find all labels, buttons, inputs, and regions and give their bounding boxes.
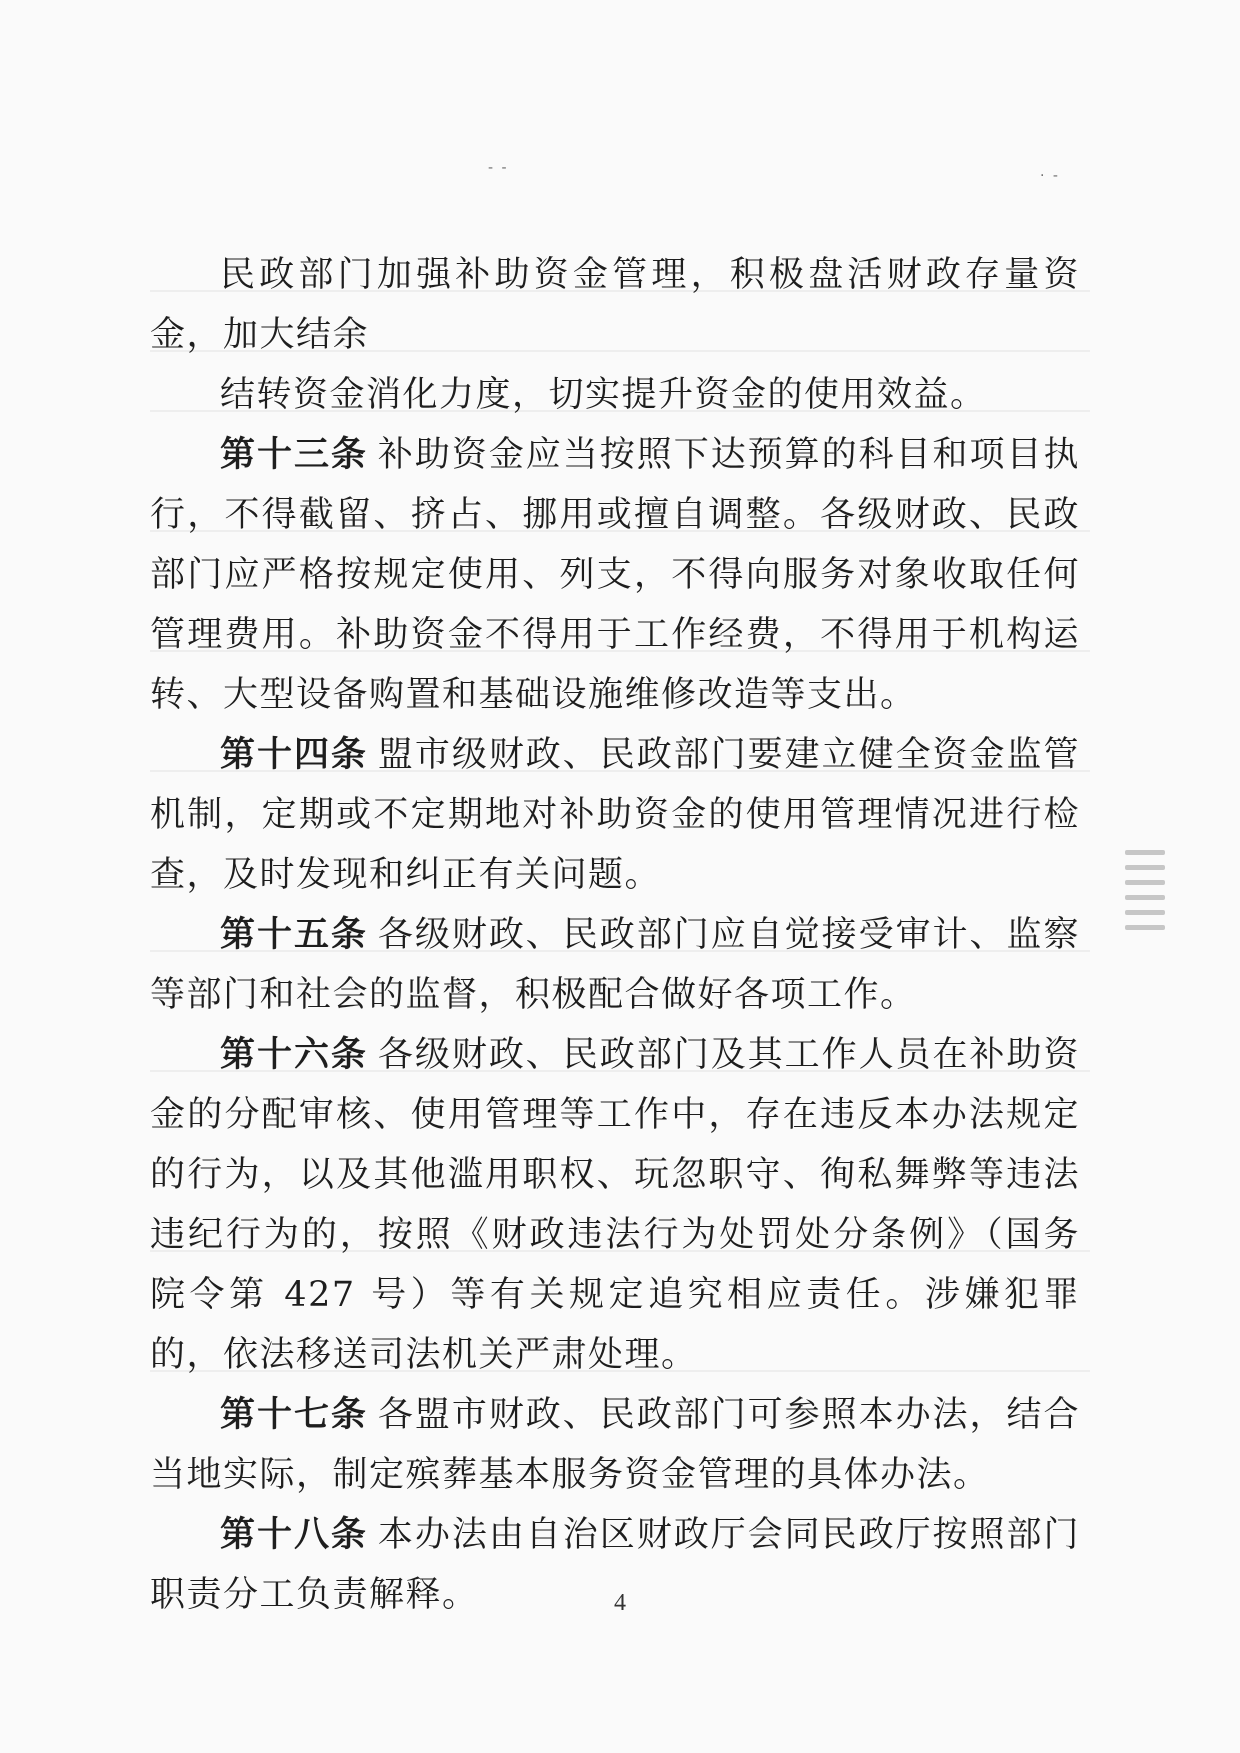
article-text: 补助资金应当按照下达预算的科目和项目执行，不得截留、挤占、挪用或擅自调整。各级财政、民政部门应严格按规定使用、列支，不得向服务对象收取任何管理费用。补助资金不得用于工作经费，不得用于机构运转、大型设备购置和基础设施维修改造等支出。	[150, 435, 1080, 715]
paragraph	[150, 365, 1080, 425]
article-15	[150, 905, 1080, 1025]
article-text: 盟市级财政、民政部门要建立健全资金监管机制，定期或不定期地对补助资金的使用管理情况进行检查，及时发现和纠正有关问题。	[150, 735, 1080, 895]
article-13	[150, 425, 1080, 725]
article-text: 各级财政、民政部门及其工作人员在补助资金的分配审核、使用管理等工作中，存在违反本办法规定的行为，以及其他滥用职权、玩忽职守、徇私舞弊等违法违纪行为的，按照《财政违法行为处罚处分条例》（国务院令第 427 号）等有关规定追究相应责任。涉嫌犯罪的，依法移送司法机关严肃处理。	[150, 1035, 1080, 1375]
article-heading: 第十六条	[220, 1034, 368, 1075]
article-text: 各级财政、民政部门应自觉接受审计、监察等部门和社会的监督，积极配合做好各项工作。	[150, 915, 1080, 1015]
article-17	[150, 1385, 1080, 1505]
article-heading: 第十四条	[220, 734, 368, 775]
article-heading: 第十五条	[220, 914, 368, 955]
article-heading: 第十七条	[220, 1394, 368, 1435]
binding-hole-marks	[1125, 840, 1165, 980]
paragraph-text: 结转资金消化力度，切实提升资金的使用效益。	[220, 375, 987, 415]
article-16	[150, 1025, 1080, 1385]
article-text: 各盟市财政、民政部门可参照本办法，结合当地实际，制定殡葬基本服务资金管理的具体办法。	[150, 1395, 1080, 1495]
paragraph	[150, 245, 1080, 365]
article-text: 本办法由自治区财政厅会同民政厅按照部门职责分工负责解释。	[150, 1515, 1080, 1615]
article-heading: 第十三条	[220, 434, 368, 475]
page-number: 4	[614, 1590, 626, 1616]
scan-mark: · -	[1040, 168, 1060, 184]
scan-mark: - -	[488, 160, 509, 176]
paragraph-text: 民政部门加强补助资金管理，积极盘活财政存量资金，加大结余	[150, 255, 1080, 355]
article-heading: 第十八条	[220, 1514, 368, 1555]
document-body	[150, 245, 1080, 1625]
article-14	[150, 725, 1080, 905]
